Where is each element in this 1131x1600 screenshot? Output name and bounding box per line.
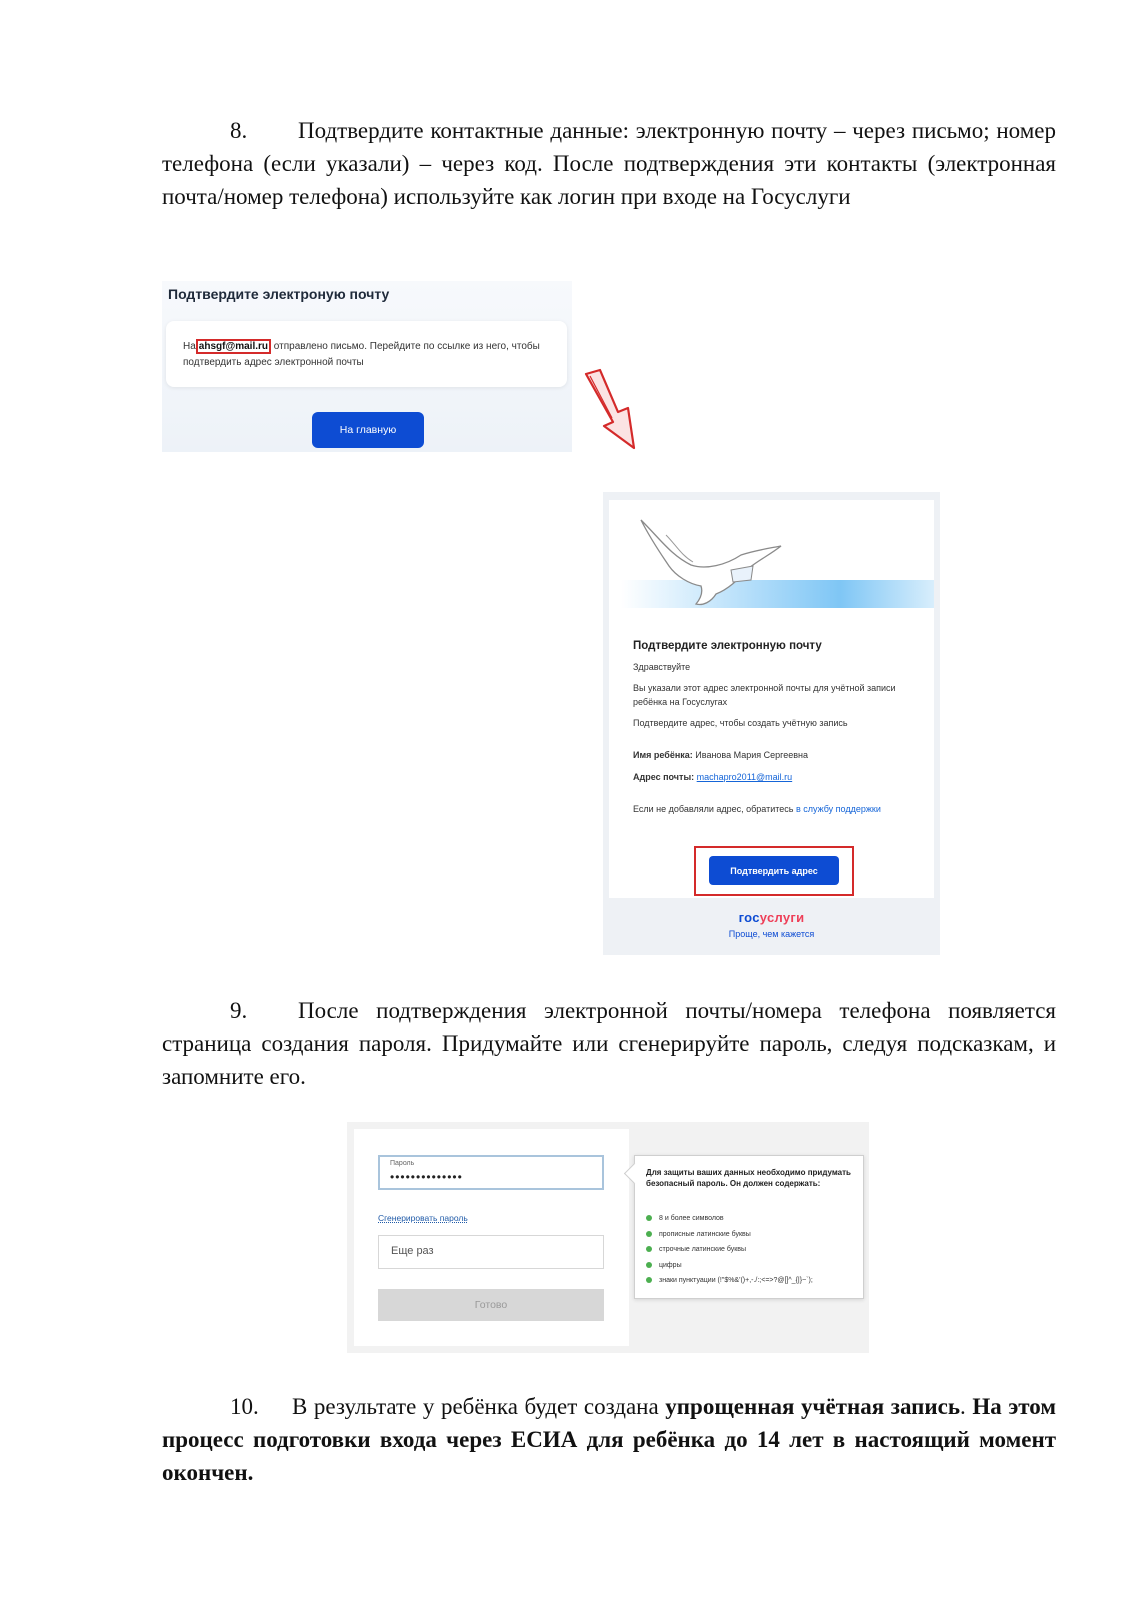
msg-suffix: отправлено письмо. Перейдите по ссылке из него, чтобы подтвердить адрес электронной почты [183,341,540,368]
highlighted-email: ahsgf@mail.ru [196,339,271,354]
step-10-paragraph [162,1390,1056,1489]
hint-item: знаки пунктуации (!"$%&'()+,-./:;<=>?@[]^_{|}~`); [646,1273,813,1289]
child-name-value: Иванова Мария Сергеевна [695,750,808,760]
support-link[interactable]: в службу поддержки [795,804,881,814]
step-10-period: . [960,1394,966,1419]
done-button[interactable]: Готово [378,1289,604,1321]
step-8-text: Подтвердите контактные данные: электронную почту – через письмо; номер телефона (если указали) – через код. После подтверждения эти контакты (электронная почта/номер телефона) используйте как логин при входе на Госуслуги [162,118,1056,209]
step-number: 9. [230,998,248,1023]
letter-body [609,500,934,898]
step-10-text-a: В результате у ребёнка будет создана [292,1394,659,1419]
hint-intro: Для защиты ваших данных необходимо придумать безопасный пароль. Он должен содержать: [646,1168,851,1188]
email-label: Адрес почты: [633,772,695,782]
password-form [354,1129,629,1346]
step-10-bold-term: упрощенная учётная запись [665,1394,961,1419]
dove-icon [631,510,791,610]
password-label: Пароль [390,1160,415,1167]
logo-part-1: гос [738,910,760,925]
confirm-email-title: Подтвердите электроную почту [168,286,390,302]
support-prefix: Если не добавляли адрес, обратитесь [633,804,794,814]
password-screenshot [347,1122,869,1353]
hint-item: строчные латинские буквы [646,1242,813,1258]
email-link[interactable]: machapro2011@mail.ru [696,772,793,782]
step-10-bold-conclusion: На этом процесс подготовки входа через ЕСИА для ребёнка до 14 лет в настоящий момент окончен. [162,1394,1057,1485]
child-name-row [633,748,923,762]
email-row [633,770,923,784]
logo-part-2: услуги [759,910,805,925]
step-9-paragraph [162,994,1056,1093]
step-number: 8. [230,118,248,143]
gosuslugi-logo [603,910,940,925]
hint-item: цифры [646,1258,813,1274]
confirm-address-button[interactable]: Подтвердить адрес [709,856,839,885]
letter-title: Подтвердите электронную почту [633,640,822,652]
hint-list [635,1211,813,1289]
message-card [166,321,567,387]
confirm-button-highlight [694,846,854,896]
confirm-email-screenshot [162,281,572,452]
tagline: Проще, чем кажется [728,929,815,939]
email-letter-screenshot [603,492,940,955]
repeat-password-input[interactable]: Еще раз [378,1235,604,1269]
sent-message [183,339,563,371]
support-row [633,802,923,816]
password-input[interactable] [378,1155,604,1190]
letter-line-2: Подтвердите адрес, чтобы создать учётную запись [633,718,848,728]
hint-item: 8 и более символов [646,1211,813,1227]
hint-item: прописные латинские буквы [646,1227,813,1243]
password-hint-tooltip [634,1155,864,1299]
home-button[interactable]: На главную [312,412,424,448]
step-number: 10. [230,1394,259,1419]
generate-password-link[interactable]: Сгенерировать пароль [378,1213,468,1223]
step-9-text: После подтверждения электронной почты/номера телефона появляется страница создания пароля. Придумайте или сгенерируйте пароль, следуя подсказкам, и запомните его. [162,998,1056,1089]
letter-line-1: Вы указали этот адрес электронной почты для учётной записи ребёнка на Госуслугах [633,683,896,707]
password-value: •••••••••••••• [390,1170,463,1184]
msg-prefix: На [183,341,196,352]
child-name-label: Имя ребёнка: [633,750,693,760]
greeting: Здравствуйте [633,662,691,672]
red-arrow-icon [582,368,644,454]
step-8-paragraph [162,114,1056,213]
